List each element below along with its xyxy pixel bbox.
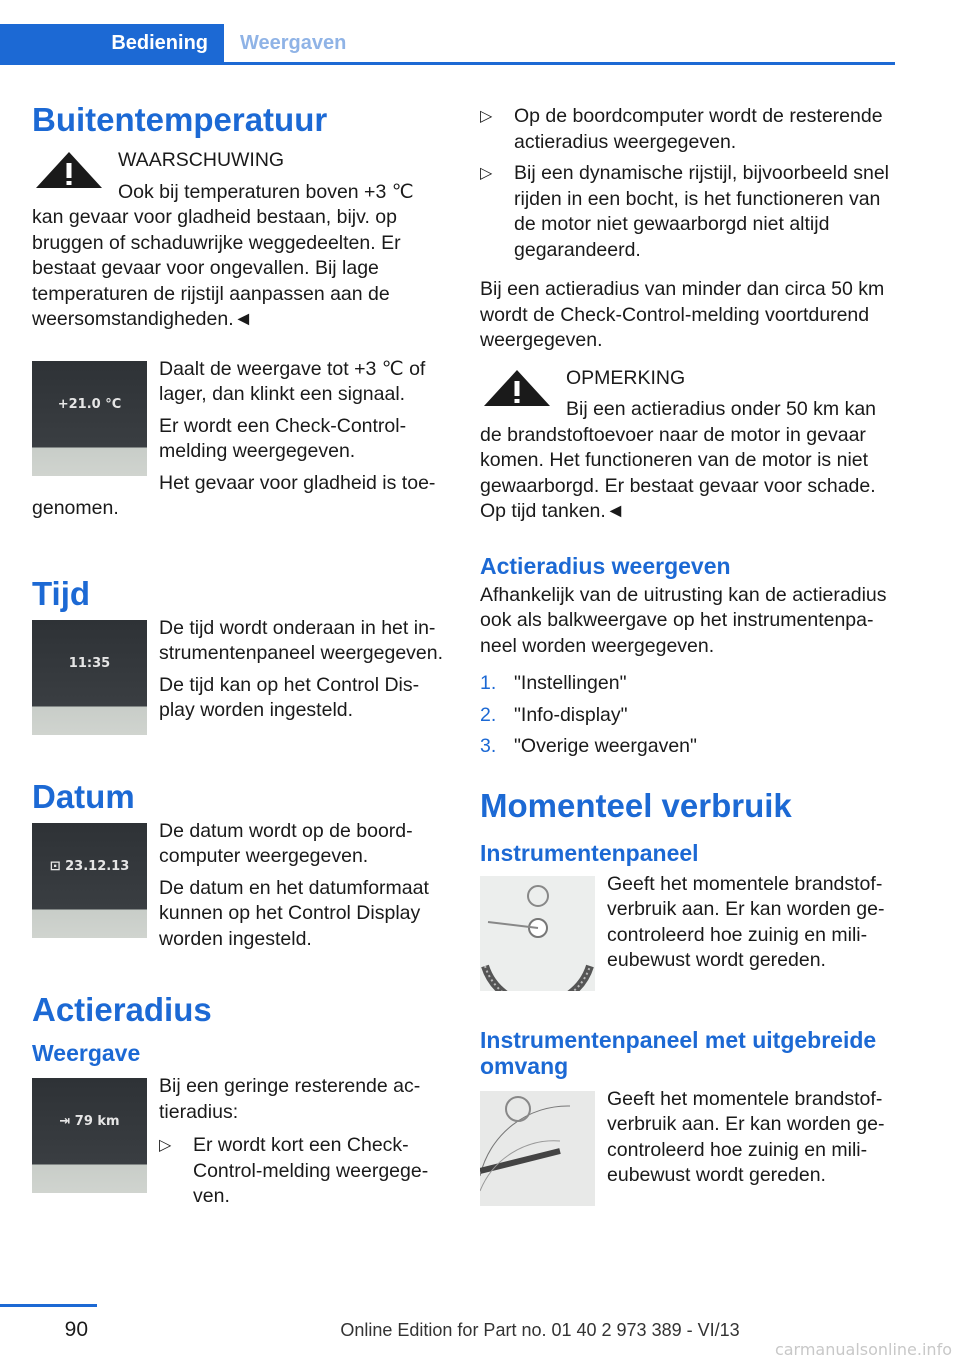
left-column (32, 100, 447, 1216)
triangle-bullet-icon: ▷ (159, 1137, 172, 1154)
step-number: 2. (480, 703, 497, 726)
bullet-text: Bij een dynamische rijstijl, bijvoorbeeld snel rijden in een bocht, is het functioneren van de motor niet gewaarborgd niet altijd gegarandeerd. (514, 162, 890, 261)
consumption-gauge-extended-image (480, 1091, 595, 1206)
actieradius-paragraph-1: Bij een geringe resterende actieradius: (159, 1075, 421, 1123)
tab-bediening[interactable]: Bediening (0, 24, 224, 62)
right-paragraph-2: Afhankelijk van de uitrusting kan de actieradius ook als balkweergave op het instrumentenpaneel worden weergegeven. (480, 583, 887, 657)
tab-weergaven[interactable]: Weergaven (240, 32, 347, 54)
page-number-bar (0, 1304, 97, 1307)
header-tabs (0, 24, 895, 65)
steps-list (480, 671, 895, 760)
date-display-image (32, 823, 147, 938)
triangle-bullet-icon: ▷ (480, 108, 493, 125)
time-display-image (32, 620, 147, 735)
temp-block (32, 357, 447, 522)
date-display-value: ⊡ 23.12.13 (49, 858, 130, 874)
step-number: 3. (480, 735, 497, 757)
instr-block (480, 872, 895, 974)
subheading-instrumentenpaneel: Instrumentenpaneel (480, 839, 699, 866)
temperature-display-value: +21.0 °C (57, 396, 122, 412)
temp-paragraph-1: Daalt de weergave tot +3 ℃ of lager, dan klinkt een signaal. (159, 357, 426, 405)
step-text: "Info-display" (514, 703, 628, 726)
right-column (480, 104, 895, 1206)
temp-paragraph-2: Er wordt een Check-Control-melding weergegeven. (159, 414, 407, 462)
datum-block (32, 819, 447, 953)
heading-actieradius: Actieradius (32, 991, 212, 1028)
step-number: 1. (480, 672, 497, 694)
warning-block (32, 148, 447, 333)
list-item (480, 104, 895, 155)
heading-actieradius-weergeven: Actieradius weergeven (480, 552, 731, 579)
warning-text: Ook bij temperaturen boven +3 ℃ kan gevaar voor gladheid bestaan, bijv. op bruggen of schaduwrijke weggedeelten. Er bestaat gevaar voor ongevallen. Bij lage temperaturen de rijstijl aanpassen aan de weersomstandigheden.◄ (32, 180, 414, 330)
heading-datum: Datum (32, 777, 135, 815)
tijd-block (32, 616, 447, 724)
heading-buitentemperatuur: Buitentemperatuur (32, 101, 328, 138)
step-text: "Instellingen" (514, 672, 627, 694)
actieradius-bullets-left (159, 1133, 447, 1210)
time-display-value: 11:35 (68, 655, 111, 671)
bullet-text: Op de boordcomputer wordt de resterende actieradius weergegeven. (514, 105, 883, 153)
heading-momenteel-verbruik: Momenteel verbruik (480, 786, 792, 824)
subheading-weergave: Weergave (32, 1040, 141, 1066)
bullet-text: Er wordt kort een Check-Control-melding weergegeven. (193, 1134, 429, 1207)
tijd-paragraph-1: De tijd wordt onderaan in het instrumentenpaneel weergegeven. (159, 616, 444, 664)
warning-triangle-icon (480, 368, 554, 408)
note-block (480, 366, 895, 525)
list-item (159, 1133, 447, 1210)
range-display-value: ⇥ 79 km (59, 1114, 120, 1129)
tijd-paragraph-2: De tijd kan op het Control Display worden ingesteld. (159, 673, 420, 721)
note-text: Bij een actieradius onder 50 km kan de brandstoftoevoer naar de motor in gevaar komen. Het functioneren van de motor is niet gewaarborgd. Er bestaat gevaar voor schade. Op tijd tanken.◄ (480, 398, 877, 522)
page-number: 90 (64, 1318, 88, 1341)
temp-paragraph-3: Het gevaar voor gladheid is toegenomen. (32, 471, 436, 519)
step-text: "Overige weergaven" (514, 735, 697, 757)
watermark: carmanualsonline.info (774, 1340, 952, 1359)
warning-label: WAARSCHUWING (118, 149, 285, 171)
actieradius-bullets-right (480, 104, 895, 263)
instr-paragraph: Geeft het momentele brandstofverbruik aan. Er kan worden gecontroleerd hoe zuinig en milieubewust wordt gereden. (607, 872, 885, 971)
edition-footer: Online Edition for Part no. 01 40 2 973 389 - VI/13 (340, 1320, 740, 1340)
list-item (480, 671, 895, 697)
instr2-block (480, 1087, 895, 1189)
right-paragraph-1: Bij een actieradius van minder dan circa 50 km wordt de Check-Control-melding voortdurend weergegeven. (480, 278, 885, 351)
list-item (480, 703, 895, 729)
triangle-bullet-icon: ▷ (480, 165, 493, 182)
note-label: OPMERKING (566, 366, 686, 389)
list-item (480, 734, 895, 760)
datum-paragraph-2: De datum en het datumformaat kunnen op het Control Display worden ingesteld. (159, 876, 429, 950)
instr2-paragraph: Geeft het momentele brandstofverbruik aan. Er kan worden gecontroleerd hoe zuinig en milieubewust wordt gereden. (607, 1087, 885, 1186)
actieradius-block (32, 1074, 447, 1210)
heading-tijd: Tijd (32, 574, 91, 612)
consumption-gauge-image (480, 876, 595, 991)
range-display-image (32, 1078, 147, 1193)
list-item (480, 161, 895, 263)
temperature-display-image (32, 361, 147, 476)
datum-paragraph-1: De datum wordt op de boordcomputer weergegeven. (159, 819, 413, 867)
warning-triangle-icon (32, 150, 106, 190)
subheading-instrumentenpaneel-uitgebreid: Instrumentenpaneel met uitgebreide omvang (480, 1026, 877, 1079)
